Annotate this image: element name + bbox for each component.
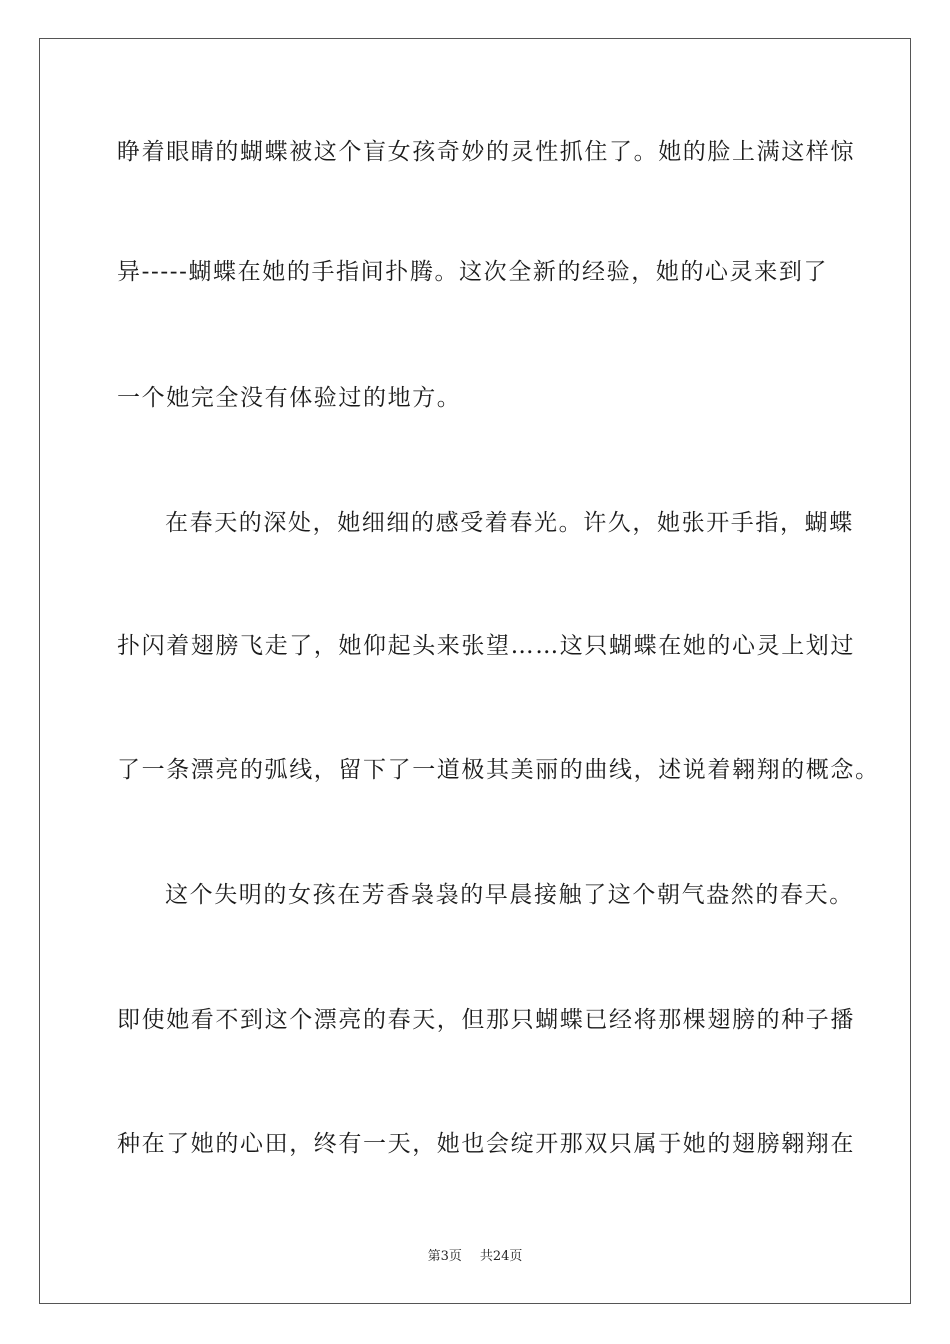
body-text-line: 睁着眼睛的蝴蝶被这个盲女孩奇妙的灵性抓住了。她的脸上满这样惊 [117, 139, 855, 165]
body-text-line: 了一条漂亮的弧线，留下了一道极其美丽的曲线，述说着翱翔的概念。 [117, 757, 880, 783]
body-text-line: 种在了她的心田，终有一天，她也会绽开那双只属于她的翅膀翱翔在 [117, 1131, 855, 1157]
page-footer [0, 1248, 950, 1266]
paragraph-start-line: 这个失明的女孩在芳香袅袅的早晨接触了这个朝气盎然的春天。 [165, 882, 854, 908]
body-text-line: 一个她完全没有体验过的地方。 [117, 385, 462, 411]
body-text-line: 异-----蝴蝶在她的手指间扑腾。这次全新的经验，她的心灵来到了 [117, 259, 829, 285]
page-total: 共24页 [479, 1249, 523, 1264]
page-number: 第3页 [427, 1249, 462, 1264]
body-text-line: 扑闪着翅膀飞走了，她仰起头来张望……这只蝴蝶在她的心灵上划过 [117, 633, 855, 659]
body-text-line: 即使她看不到这个漂亮的春天，但那只蝴蝶已经将那棵翅膀的种子播 [117, 1007, 855, 1033]
paragraph-start-line: 在春天的深处，她细细的感受着春光。许久，她张开手指，蝴蝶 [165, 510, 854, 536]
page-border [39, 38, 911, 1304]
